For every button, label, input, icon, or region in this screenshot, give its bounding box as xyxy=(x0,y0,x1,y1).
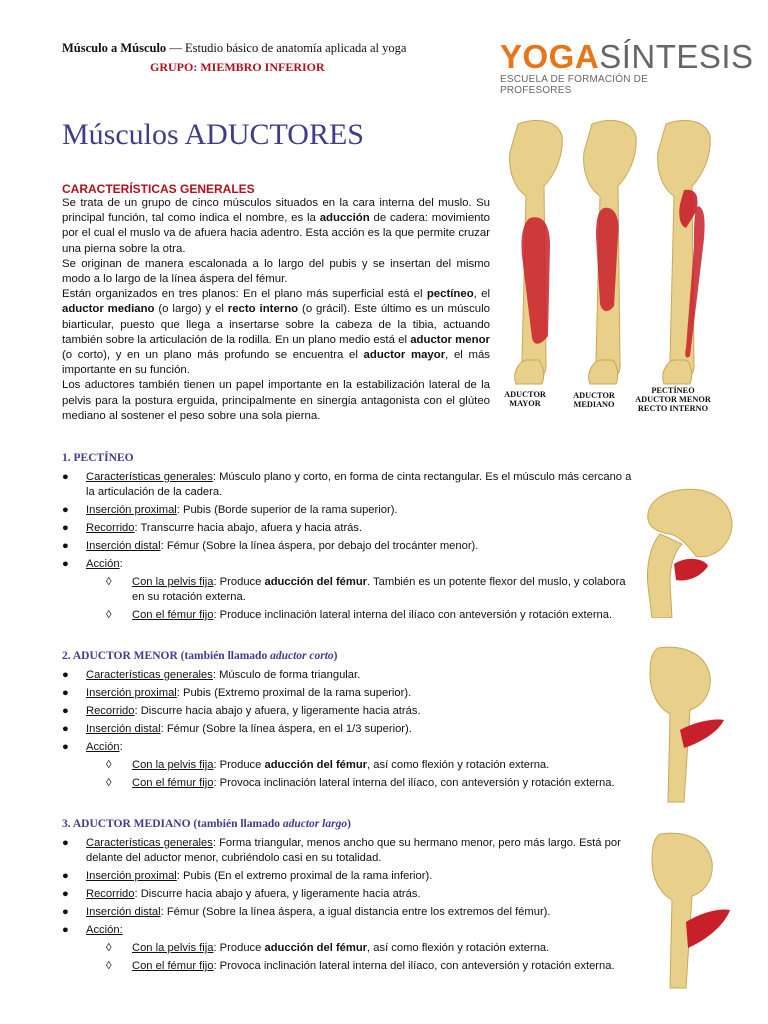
leg-illustration-adductor-mayor xyxy=(510,120,563,384)
intro-text xyxy=(62,196,490,424)
aductor-menor-illustration xyxy=(644,644,730,804)
logo-yoga-text: YOGA xyxy=(500,38,600,75)
action-subitem: ◊ Con la pelvis fija: Produce aducción del fémur, así como flexión y rotación externa. xyxy=(106,942,550,954)
pectineo-illustration xyxy=(640,486,734,618)
page-title: Músculos ADUCTORES xyxy=(62,118,364,151)
list-item: ● Acción: ◊ Con la pelvis fija: Produce aducción del fémur, así como flexión y rotación externa. ◊ Con el fémur fijo: Provoca inclinación lateral interna del ilíaco, con anteversión y rotación externa. xyxy=(62,923,640,974)
thigh-anatomy-illustration xyxy=(500,116,730,388)
leg-illustration-adductor-mediano xyxy=(584,120,637,384)
caption-pectineo-group: PECTÍNEO ADUCTOR MENOR RECTO INTERNO xyxy=(635,386,711,413)
general-heading: CARACTERÍSTICAS GENERALES xyxy=(62,182,255,196)
caption-adductor-mayor: ADUCTOR MAYOR xyxy=(504,390,546,408)
group-label: GRUPO: MIEMBRO INFERIOR xyxy=(150,60,325,74)
action-subitem: ◊ Con el fémur fijo: Produce inclinación lateral interna del ilíaco con anteversión y rotación externa. xyxy=(106,609,613,621)
list-item: ● Recorrido: Transcurre hacia abajo, afuera y hacia atrás. xyxy=(62,522,363,534)
intro-paragraph-1: Se trata de un grupo de cinco músculos situados en la cara interna del muslo. Su principal función, tal como indica el nombre, es la aducción de cadera: movimiento por el cual el muslo va de afuera hacia adentro. Esta acción es la que permite cruzar una pierna sobre la otra. xyxy=(62,197,490,255)
section-heading-aductor-mediano: 3. ADUCTOR MEDIANO (también llamado aductor largo) xyxy=(62,818,351,830)
aductor-menor-list xyxy=(62,668,640,794)
list-item: ● Recorrido: Discurre hacia abajo y afuera, y ligeramente hacia atrás. xyxy=(62,705,421,717)
intro-paragraph-3: Están organizados en tres planos: En el plano más superficial está el pectíneo, el aductor mediano (o largo) y el recto interno (o grácil). Este último es un músculo biarticular, puesto que llega a insertarse sobre la cabeza de la tibia, actuando también sobre la articulación de la rodilla. En un plano medio está el aductor menor (o corto), y en un plano más profundo se encuentra el aductor mayor, el más importante en su función. xyxy=(62,288,490,377)
list-item: ● Inserción distal: Fémur (Sobre la línea áspera, a igual distancia entre los extremos del fémur). xyxy=(62,906,551,918)
document-series-line xyxy=(62,41,406,56)
list-item: ● Características generales: Músculo plano y corto, en forma de cinta rectangular. Es el músculo más cercano a la articulación de la cadera. xyxy=(62,471,632,498)
list-item: ● Inserción distal: Fémur (Sobre la línea áspera, por debajo del trocánter menor). xyxy=(62,540,479,552)
series-subtitle: — Estudio básico de anatomía aplicada al yoga xyxy=(166,41,407,55)
logo-sintesis-text: SÍNTESIS xyxy=(599,38,754,75)
yogasintesis-logo xyxy=(500,38,754,96)
adductor-illustrations xyxy=(500,116,730,388)
aductor-mediano-illustration xyxy=(646,830,736,990)
list-item: ● Inserción proximal: Pubis (En el extremo proximal de la rama inferior). xyxy=(62,870,433,882)
caption-adductor-mediano: ADUCTOR MEDIANO xyxy=(573,391,615,409)
action-subitem: ◊ Con la pelvis fija: Produce aducción del fémur, así como flexión y rotación externa. xyxy=(106,759,550,771)
logo-subtitle: ESCUELA DE FORMACIÓN DE PROFESORES xyxy=(500,74,648,96)
list-item: ● Recorrido: Discurre hacia abajo y afuera, y ligeramente hacia atrás. xyxy=(62,888,421,900)
action-subitem: ◊ Con el fémur fijo: Provoca inclinación lateral interna del ilíaco, con anteversión y rotación externa. xyxy=(106,960,615,972)
list-item: ● Inserción distal: Fémur (Sobre la línea áspera, en el 1/3 superior). xyxy=(62,723,412,735)
intro-paragraph-2: Se originan de manera escalonada a lo largo del pubis y se insertan del mismo modo a lo largo de la línea áspera del fémur. xyxy=(62,257,490,286)
list-item: ● Características generales: Músculo de forma triangular. xyxy=(62,669,361,681)
action-subitem: ◊ Con la pelvis fija: Produce aducción del fémur. También es un potente flexor del muslo, y colabora en su rotación externa. xyxy=(106,576,626,603)
list-item: ● Características generales: Forma triangular, menos ancho que su hermano menor, pero más largo. Está por delante del aductor menor, cubriéndolo casi en su totalidad. xyxy=(62,837,621,864)
list-item: ● Acción: ◊ Con la pelvis fija: Produce aducción del fémur. También es un potente flexor del muslo, y colabora en su rotación externa. ◊ Con el fémur fijo: Produce inclinación lateral interna del ilíaco con anteversión y rotación externa. xyxy=(62,557,640,623)
aductor-mediano-list xyxy=(62,836,640,977)
section-heading-aductor-menor: 2. ADUCTOR MENOR (también llamado aductor corto) xyxy=(62,650,338,662)
leg-illustration-pectineo-group xyxy=(658,120,711,384)
list-item: ● Acción: ◊ Con la pelvis fija: Produce aducción del fémur, así como flexión y rotación externa. ◊ Con el fémur fijo: Provoca inclinación lateral interna del ilíaco, con anteversión y rotación externa. xyxy=(62,740,640,791)
pectineo-list xyxy=(62,470,640,626)
list-item: ● Inserción proximal: Pubis (Borde superior de la rama superior). xyxy=(62,504,398,516)
intro-paragraph-4: Los aductores también tienen un papel importante en la estabilización lateral de la pelvis para la postura erguida, principalmente en sinergia antagonista con el glúteo mediano al sostener el peso sobre una sola pierna. xyxy=(62,379,490,422)
series-name: Músculo a Músculo xyxy=(62,41,167,55)
action-subitem: ◊ Con el fémur fijo: Provoca inclinación lateral interna del ilíaco, con anteversión y rotación externa. xyxy=(106,777,615,789)
list-item: ● Inserción proximal: Pubis (Extremo proximal de la rama superior). xyxy=(62,687,412,699)
section-heading-pectineo: 1. PECTÍNEO xyxy=(62,452,134,464)
